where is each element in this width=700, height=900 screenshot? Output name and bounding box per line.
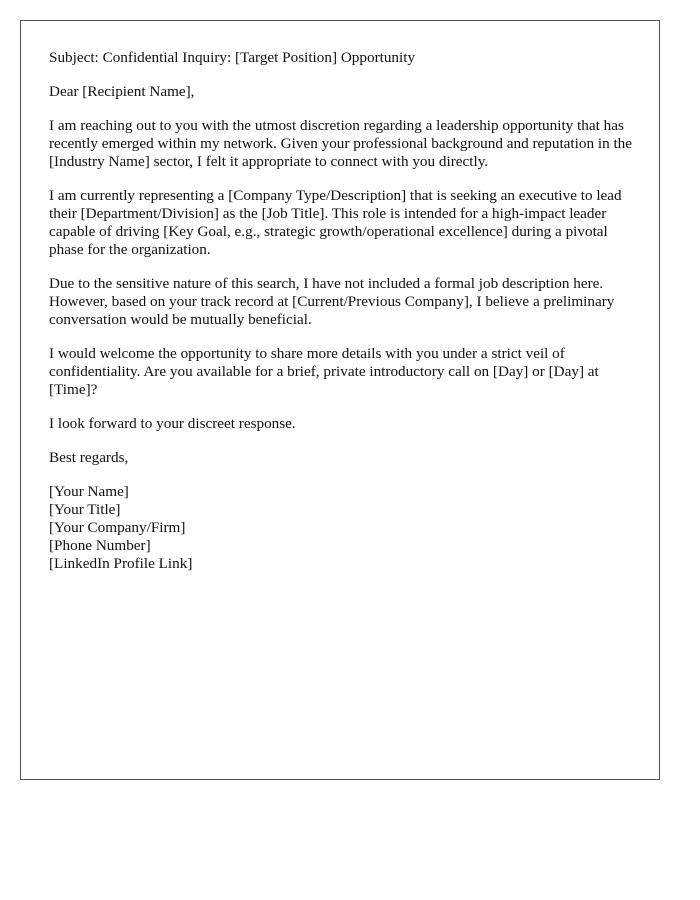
signature-phone: [Phone Number] [49, 537, 151, 554]
letter-closing: Best regards, [49, 449, 129, 466]
letter-paragraph-request: I would welcome the opportunity to share more details with you under a strict veil of confidentiality. Are you available for a brief, private introductory call on [Day] or [Day] at [Time]? [49, 345, 599, 398]
signature-company: [Your Company/Firm] [49, 519, 186, 536]
letter-salutation: Dear [Recipient Name], [49, 83, 195, 100]
letter-body [49, 49, 641, 573]
letter-paragraph-closing-line: I look forward to your discreet response. [49, 415, 296, 432]
letter-paragraph-role: I am currently representing a [Company Type/Description] that is seeking an executive to lead their [Department/Division] as the [Job Title]. This role is intended for a high-impact leader capable of driving [Key Goal, e.g., strategic growth/operational excellence] during a pivotal phase for the organization. [49, 187, 622, 258]
letter-paragraph-intro: I am reaching out to you with the utmost discretion regarding a leadership opportunity that has recently emerged within my network. Given your professional background and reputation in the [Industry Name] sector, I felt it appropriate to connect with you directly. [49, 117, 633, 170]
signature-linkedin: [LinkedIn Profile Link] [49, 555, 193, 572]
letter-frame [20, 20, 660, 780]
letter-paragraph-discretion: Due to the sensitive nature of this search, I have not included a formal job description here. However, based on your track record at [Current/Previous Company], I believe a preliminary conversation would be mutually beneficial. [49, 275, 615, 328]
signature-name: [Your Name] [49, 483, 129, 500]
signature-title: [Your Title] [49, 501, 121, 518]
letter-subject: Subject: Confidential Inquiry: [Target Position] Opportunity [49, 49, 416, 66]
signature-block [49, 483, 641, 573]
